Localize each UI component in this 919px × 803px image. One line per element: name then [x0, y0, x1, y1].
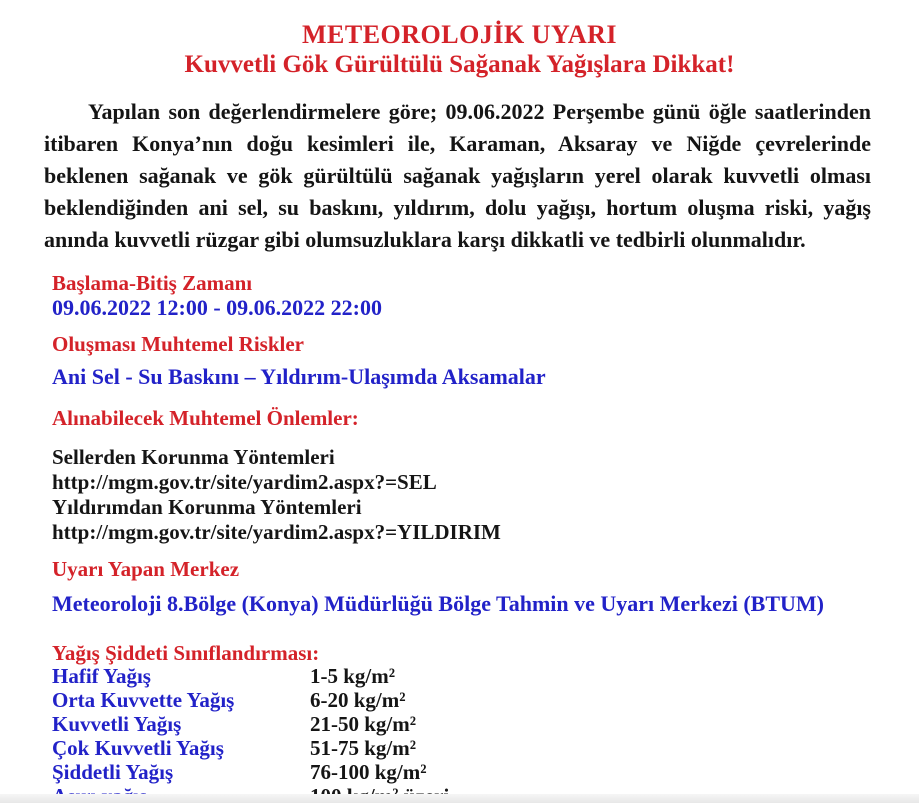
document-body [52, 272, 869, 803]
rain-class-label: Orta Kuvvette Yağış [52, 688, 235, 712]
page-title: METEOROLOJİK UYARI [301, 20, 618, 49]
precautions-header: Alınabilecek Muhtemel Önlemler: [52, 406, 359, 430]
possible-risks-value: Ani Sel - Su Baskını – Yıldırım-Ulaşımda Aksamalar [52, 364, 546, 389]
lightning-protection-url[interactable]: http://mgm.gov.tr/site/yardim2.aspx?=YILDIRIM [52, 520, 501, 544]
lightning-protection-label: Yıldırımdan Korunma Yöntemleri [52, 495, 362, 519]
rain-class-label: Şiddetli Yağış [52, 760, 174, 784]
page-bottom-edge [0, 794, 919, 803]
warning-summary-paragraph: Yapılan son değerlendirmelere göre; 09.06.2022 Perşembe günü öğle saatlerinden itibaren Konya’nın doğu kesimleri ile, Karaman, Aksaray ve Niğde çevrelerinde beklenen sağanak ve gök gürültülü sağanak yağışların yerel olarak kuvvetli olması beklendiğinden ani sel, su baskını, yıldırım, dolu yağışı, hortum oluşma riski, yağış anında kuvvetli rüzgar gibi olumsuzluklara karşı dikkatli ve tedbirli olunmalıdır. [44, 99, 871, 252]
rain-class-value: 76-100 kg/m² [310, 760, 427, 784]
page-subtitle: Kuvvetli Gök Gürültülü Sağanak Yağışlara Dikkat! [184, 51, 735, 78]
table-row [52, 736, 869, 760]
flood-protection-label: Sellerden Korunma Yöntemleri [52, 445, 335, 469]
precautions-list [52, 445, 869, 545]
possible-risks-header: Oluşması Muhtemel Riskler [52, 332, 304, 356]
rainfall-classification-table [52, 664, 869, 803]
table-row [52, 664, 869, 688]
rain-class-value: 6-20 kg/m² [310, 688, 406, 712]
rain-class-value: 21-50 kg/m² [310, 712, 417, 736]
start-end-time-header: Başlama-Bitiş Zamanı [52, 271, 253, 295]
issuing-center-value: Meteoroloji 8.Bölge (Konya) Müdürlüğü Bölge Tahmin ve Uyarı Merkezi (BTUM) [52, 591, 824, 616]
rain-class-label: Çok Kuvvetli Yağış [52, 736, 224, 760]
table-row [52, 760, 869, 784]
issuing-center-header: Uyarı Yapan Merkez [52, 557, 240, 581]
document-title-block [0, 0, 919, 80]
flood-protection-url[interactable]: http://mgm.gov.tr/site/yardim2.aspx?=SEL [52, 470, 437, 494]
table-row [52, 712, 869, 736]
rainfall-classification-header: Yağış Şiddeti Sınıflandırması: [52, 641, 320, 665]
start-end-time-value: 09.06.2022 12:00 - 09.06.2022 22:00 [52, 295, 382, 320]
rain-class-label: Hafif Yağış [52, 664, 151, 688]
rain-class-label: Kuvvetli Yağış [52, 712, 182, 736]
table-row [52, 688, 869, 712]
rain-class-value: 51-75 kg/m² [310, 736, 417, 760]
rain-class-value: 1-5 kg/m² [310, 664, 396, 688]
